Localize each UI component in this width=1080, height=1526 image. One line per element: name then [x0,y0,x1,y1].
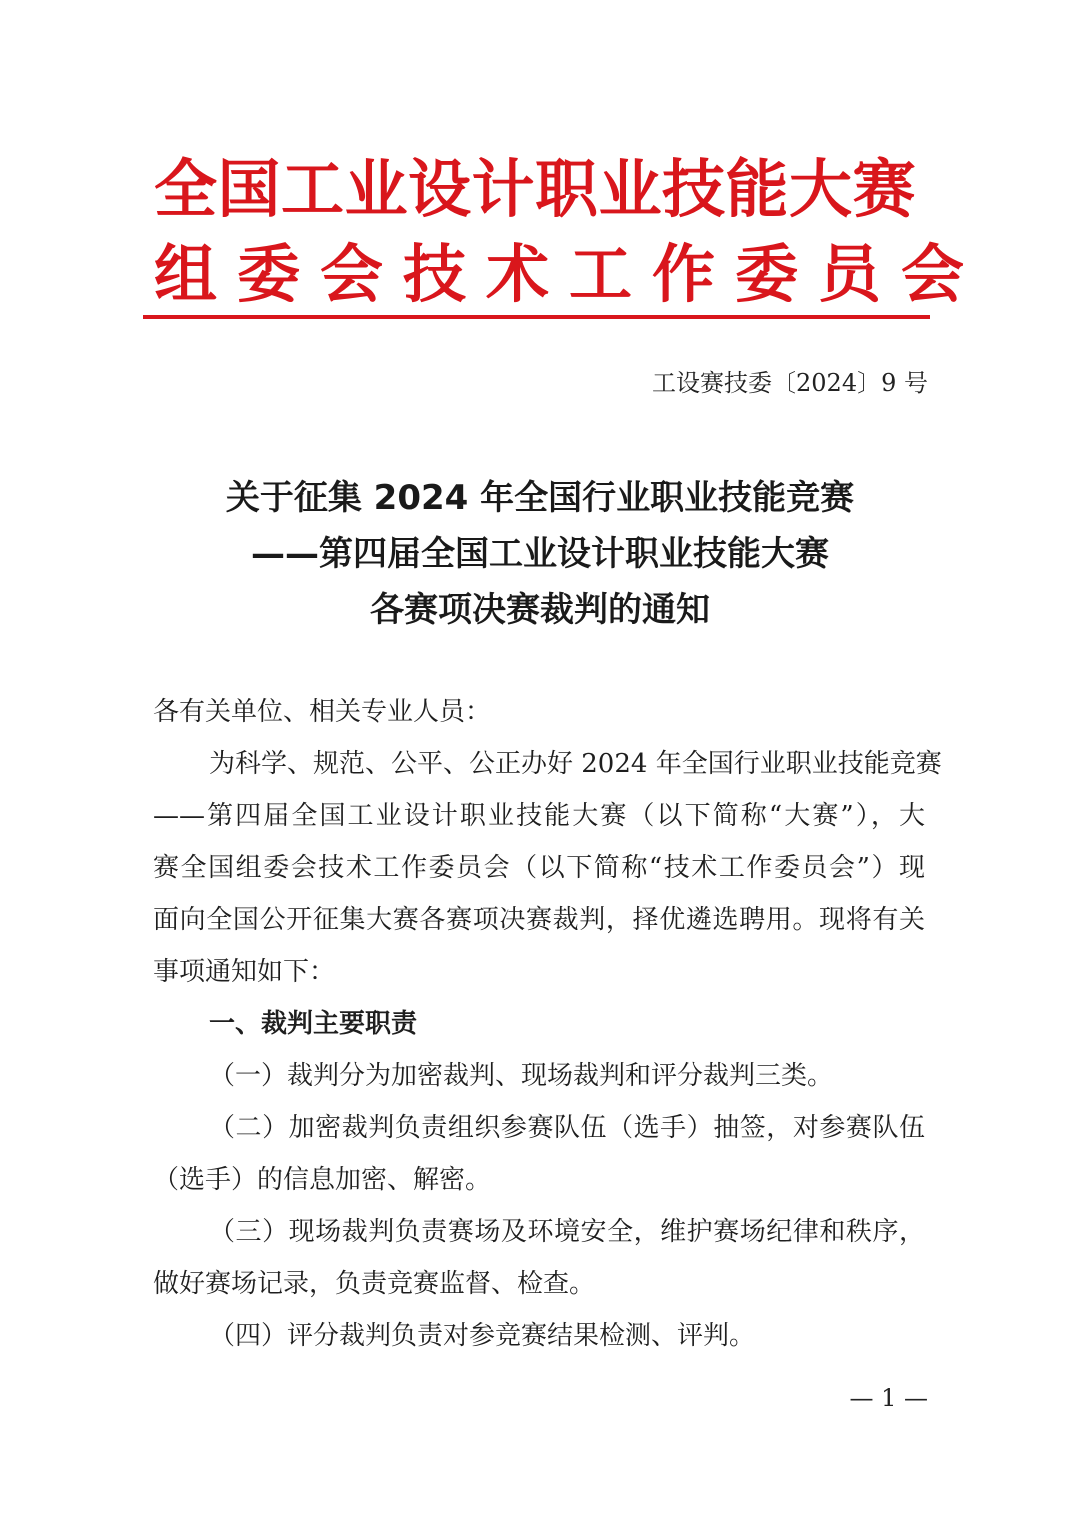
document-number: 工设赛技委〔2024〕9 号 [652,369,928,397]
header-title-line-1: 全国工业设计职业技能大赛 [154,153,916,226]
duty-item-2-line-1: （二）加密裁判负责组织参赛队伍（选手）抽签，对参赛队伍 [209,1113,925,1143]
notice-title-line-2: ——第四届全国工业设计职业技能大赛 [251,534,829,574]
duty-item-3-line-1: （三）现场裁判负责赛场及环境安全，维护赛场纪律和秩序， [209,1217,925,1247]
duty-item-3-line-2: 做好赛场记录，负责竞赛监督、检查。 [153,1269,596,1299]
duty-item-4: （四）评分裁判负责对参竞赛结果检测、评判。 [209,1321,756,1351]
section-heading: 一、裁判主要职责 [209,1009,418,1039]
duty-item-2-line-2: （选手）的信息加密、解密。 [153,1165,492,1195]
intro-line-4: 面向全国公开征集大赛各赛项决赛裁判，择优遴选聘用。现将有关 [153,905,925,935]
intro-line-2: ——第四届全国工业设计职业技能大赛（以下简称“大赛”），大 [153,801,925,831]
page-number: — 1 — [849,1384,928,1412]
red-divider [143,315,930,319]
header-title-line-2: 组委会技术工作委员会 [154,238,984,311]
salutation: 各有关单位、相关专业人员： [153,697,492,727]
intro-line-1: 为科学、规范、公平、公正办好 2024 年全国行业职业技能竞赛 [209,749,942,779]
notice-title-line-3: 各赛项决赛裁判的通知 [370,590,710,630]
notice-title-line-1: 关于征集 2024 年全国行业职业技能竞赛 [225,478,855,518]
duty-item-1: （一）裁判分为加密裁判、现场裁判和评分裁判三类。 [209,1061,834,1091]
notice-title [140,470,940,638]
intro-line-5: 事项通知如下： [153,957,336,987]
notice-body [153,686,942,1362]
intro-line-3: 赛全国组委会技术工作委员会（以下简称“技术工作委员会”）现 [153,853,925,883]
